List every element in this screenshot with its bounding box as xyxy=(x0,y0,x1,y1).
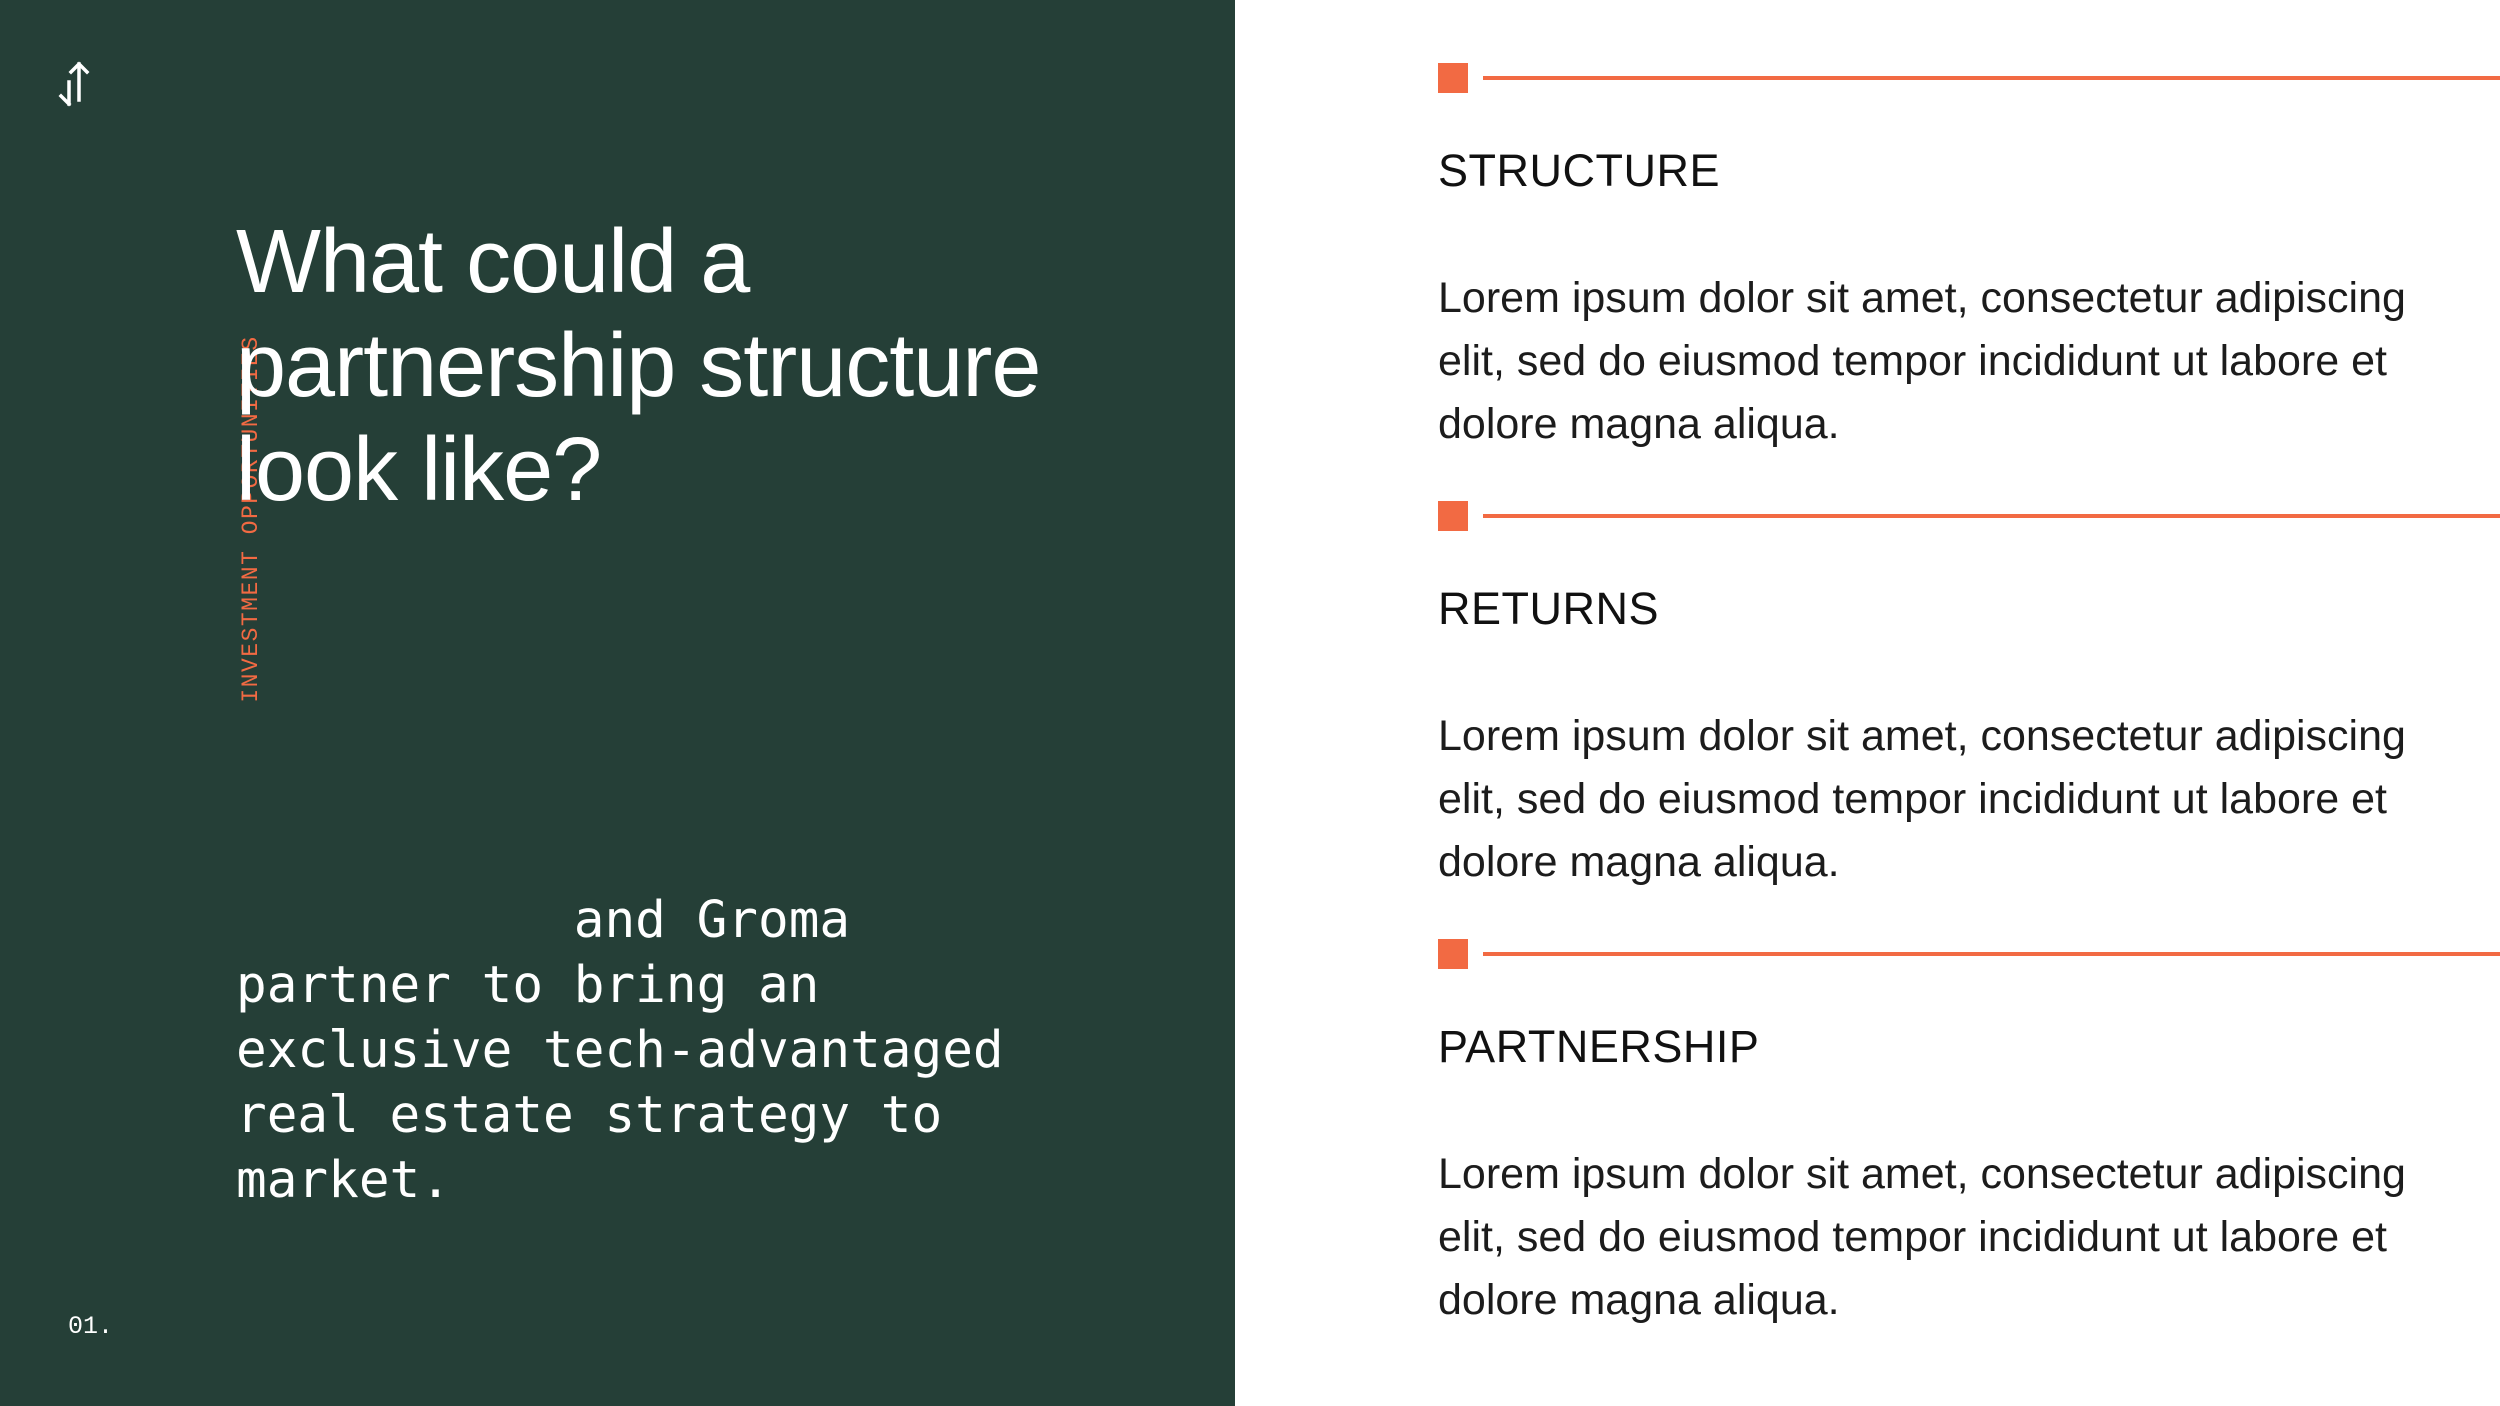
page-number: 01. xyxy=(68,1312,114,1341)
section-body: Lorem ipsum dolor sit amet, consectetur adipiscing elit, sed do eiusmod tempor incididunt ut labore et dolore magna aliqua. xyxy=(1438,274,2406,448)
up-down-arrow-icon xyxy=(57,60,91,108)
section-marker-icon xyxy=(1438,63,1468,93)
section-body: Lorem ipsum dolor sit amet, consectetur adipiscing elit, sed do eiusmod tempor incididunt ut labore et dolore magna aliqua. xyxy=(1438,712,2406,886)
section-title: STRUCTURE xyxy=(1438,145,1720,196)
intro-paragraph: and Groma partner to bring an exclusive tech-advantaged real estate strategy to market. xyxy=(236,891,1004,1210)
left-panel xyxy=(0,0,1235,1406)
section-divider xyxy=(1483,952,2500,956)
section-divider xyxy=(1483,514,2500,518)
section-marker-icon xyxy=(1438,939,1468,969)
section-marker-icon xyxy=(1438,501,1468,531)
section-title: RETURNS xyxy=(1438,583,1660,634)
page-title: What could a partnership structure look like? xyxy=(236,212,1041,520)
section-title: PARTNERSHIP xyxy=(1438,1021,1760,1072)
side-label-text: INVESTMENT OPPORTUNITIES xyxy=(238,335,264,703)
section-divider xyxy=(1483,76,2500,80)
section-body: Lorem ipsum dolor sit amet, consectetur adipiscing elit, sed do eiusmod tempor incididunt ut labore et dolore magna aliqua. xyxy=(1438,1150,2406,1324)
